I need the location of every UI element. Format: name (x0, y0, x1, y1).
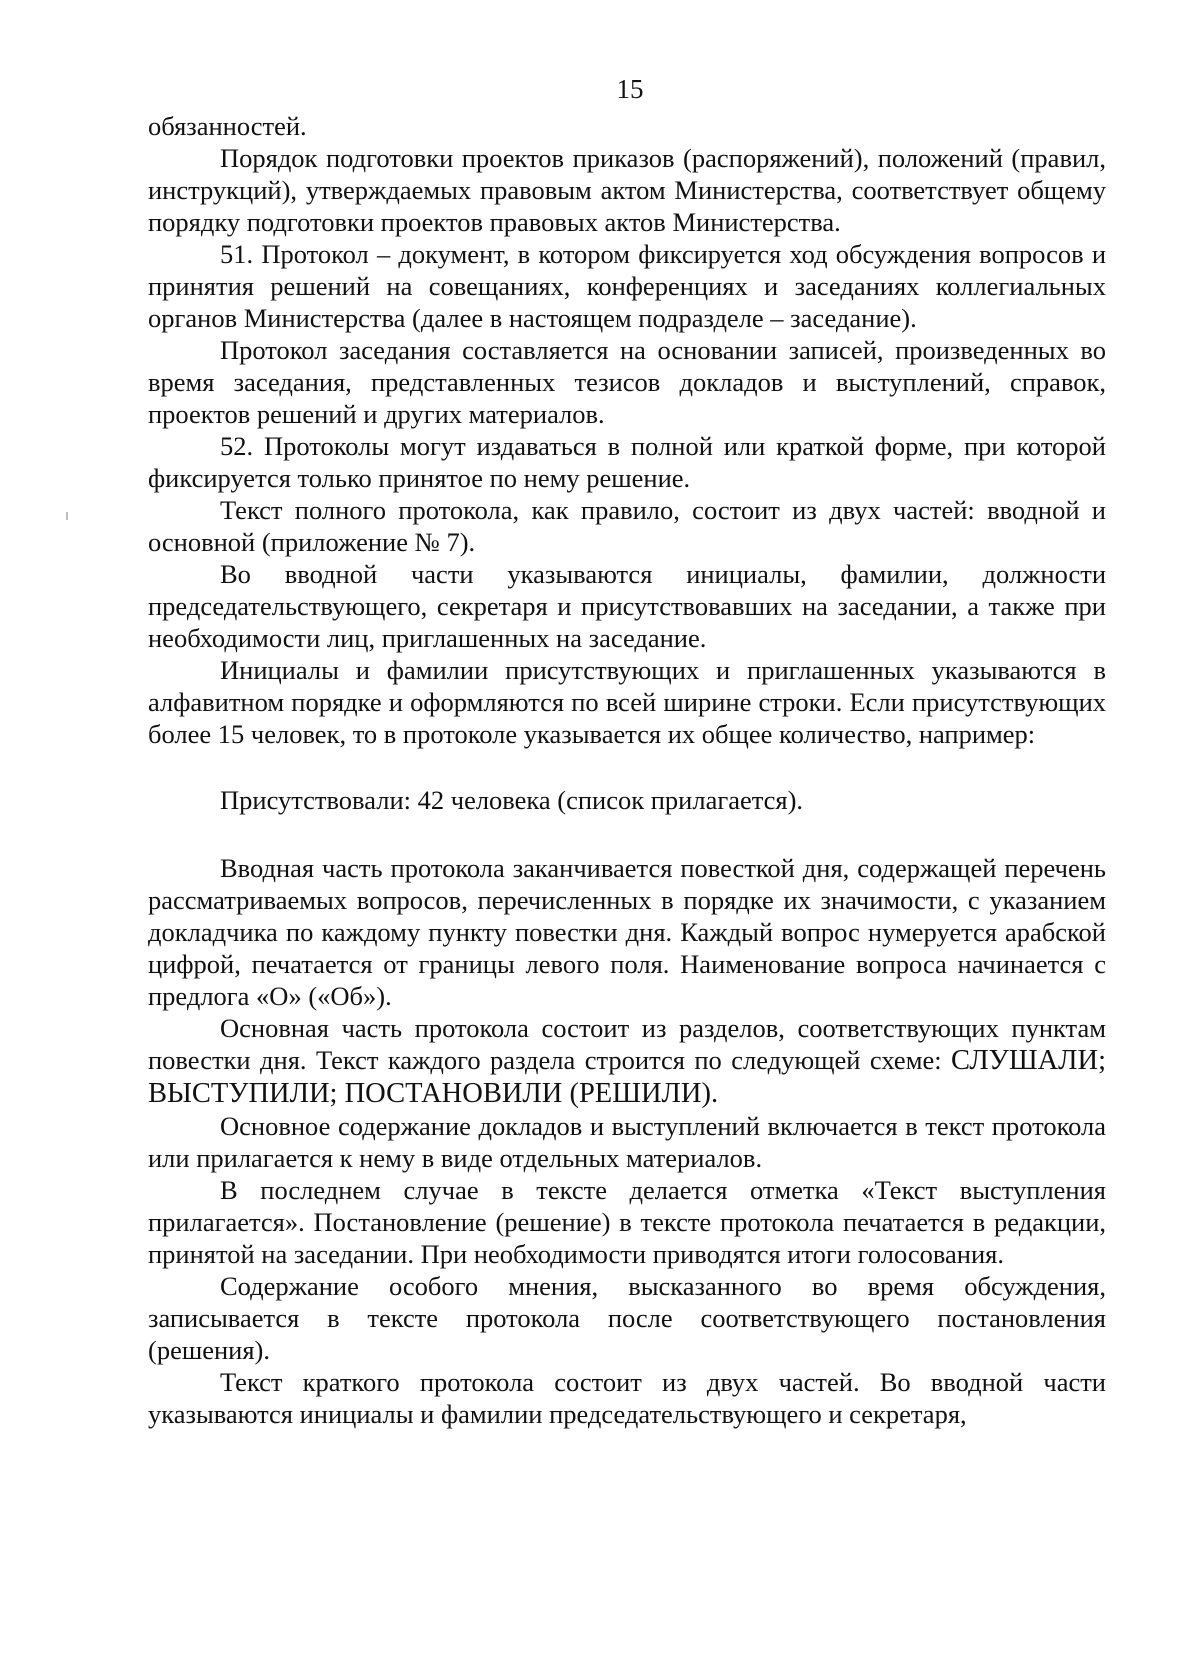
paragraph: 52. Протоколы могут издаваться в полной или краткой форме, при которой фиксируется только принятое по нему решение. (148, 431, 1106, 493)
paragraph: Порядок подготовки проектов приказов (распоряжений), положений (правил, инструкций), утверждаемых правовым актом Министерства, соответствует общему порядку подготовки проектов правовых актов Министерства. (148, 143, 1106, 237)
example-line: Присутствовали: 42 человека (список прилагается). (220, 785, 804, 815)
paragraph: Основное содержание докладов и выступлений включается в текст протокола или прилагается к нему в виде отдельных материалов. (148, 1111, 1106, 1173)
paragraph: Содержание особого мнения, высказанного во время обсуждения, записывается в тексте протокола после соответствующего постановления (решения). (148, 1271, 1106, 1365)
page-number: 15 (616, 74, 644, 104)
paragraph-text: Основная часть протокола состоит из разделов, соответствующих пунктам повестки дня. Текст каждого раздела строится по следующей схеме: (148, 1013, 1106, 1075)
paragraph: Во вводной части указываются инициалы, фамилии, должности председательствующего, секретаря и присутствовавших на заседании, а также при необходимости лиц, приглашенных на заседание. (148, 559, 1106, 653)
paragraph: Текст краткого протокола состоит из двух частей. Во вводной части указываются инициалы и фамилии председательствующего и секретаря, (148, 1367, 1106, 1429)
paragraph: 51. Протокол – документ, в котором фиксируется ход обсуждения вопросов и принятия решений на совещаниях, конференциях и заседаниях коллегиальных органов Министерства (далее в настоящем подразделе – заседание). (148, 239, 1106, 333)
document-body (148, 110, 1106, 1430)
paragraph: Текст полного протокола, как правило, состоит из двух частей: вводной и основной (приложение № 7). (148, 495, 1106, 557)
paragraph: Вводная часть протокола заканчивается повесткой дня, содержащей перечень рассматриваемых вопросов, перечисленных в порядке их значимости, с указанием докладчика по каждому пункту повестки дня. Каждый вопрос нумеруется арабской цифрой, печатается от границы левого поля. Наименование вопроса начинается с предлога «О» («Об»). (148, 853, 1106, 1011)
paragraph (148, 1012, 1106, 1110)
paragraph: Протокол заседания составляется на основании записей, произведенных во время заседания, представленных тезисов докладов и выступлений, справок, проектов решений и других материалов. (148, 335, 1106, 429)
paragraph: обязанностей. (148, 111, 307, 141)
protocol-scheme: СЛУШАЛИ; ВЫСТУПИЛИ; ПОСТАНОВИЛИ (РЕШИЛИ). (148, 1045, 1106, 1109)
paragraph: В последнем случае в тексте делается отметка «Текст выступления прилагается». Постановление (решение) в тексте протокола печатается в редакции, принятой на заседании. При необходимости приводятся итоги голосования. (148, 1175, 1106, 1269)
paragraph: Инициалы и фамилии присутствующих и приглашенных указываются в алфавитном порядке и оформляются по всей ширине строки. Если присутствующих более 15 человек, то в протоколе указывается их общее количество, например: (148, 655, 1106, 749)
scan-speck (66, 512, 68, 520)
